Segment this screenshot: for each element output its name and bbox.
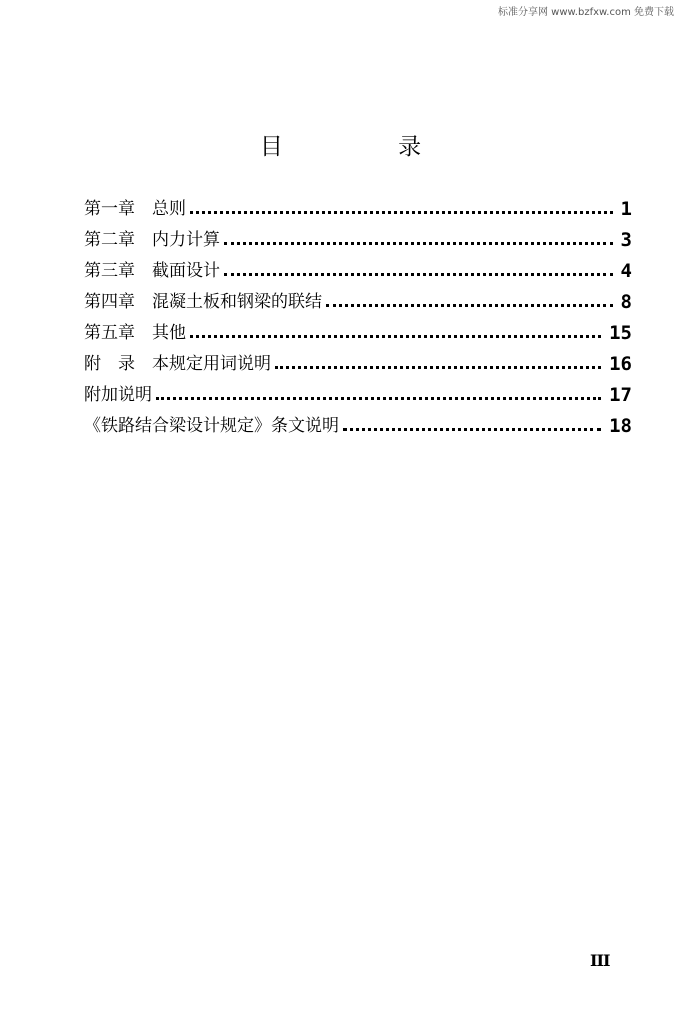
toc-entry-label: 附加说明 <box>84 385 152 405</box>
page-number: III <box>590 951 610 970</box>
toc-entry-label: 第五章 其他 <box>84 323 186 343</box>
toc-entry-page: 8 <box>620 291 632 313</box>
toc-entry-label: 第一章 总则 <box>84 199 186 219</box>
dot-leader <box>156 397 601 400</box>
toc-entry[interactable] <box>84 376 632 407</box>
dot-leader <box>224 242 613 245</box>
dot-leader <box>224 273 613 276</box>
dot-leader <box>190 211 613 214</box>
toc-entry[interactable] <box>84 252 632 283</box>
dot-leader <box>343 428 601 431</box>
toc-entry-page: 4 <box>620 260 632 282</box>
toc-entry-page: 16 <box>609 353 632 375</box>
toc-entry-page: 1 <box>620 198 632 220</box>
dot-leader <box>275 366 601 369</box>
toc-entry-label: 第四章 混凝土板和钢梁的联结 <box>84 292 322 312</box>
toc-entry-page: 15 <box>609 322 632 344</box>
watermark-text: 标准分享网 www.bzfxw.com 免费下载 <box>498 7 674 18</box>
toc-entry[interactable] <box>84 190 632 221</box>
toc-entry[interactable] <box>84 283 632 314</box>
dot-leader <box>326 304 613 307</box>
toc-entry[interactable] <box>84 407 632 438</box>
toc-entry[interactable] <box>84 314 632 345</box>
toc-entry-label: 附 录 本规定用词说明 <box>84 354 271 374</box>
table-of-contents <box>84 190 632 438</box>
toc-entry[interactable] <box>84 221 632 252</box>
toc-entry-label: 第三章 截面设计 <box>84 261 220 281</box>
toc-entry-page: 18 <box>609 415 632 437</box>
dot-leader <box>190 335 601 338</box>
toc-entry[interactable] <box>84 345 632 376</box>
toc-entry-label: 《铁路结合梁设计规定》条文说明 <box>84 416 339 436</box>
toc-entry-label: 第二章 内力计算 <box>84 230 220 250</box>
page-title: 目 录 <box>259 134 476 160</box>
toc-entry-page: 3 <box>620 229 632 251</box>
toc-entry-page: 17 <box>609 384 632 406</box>
